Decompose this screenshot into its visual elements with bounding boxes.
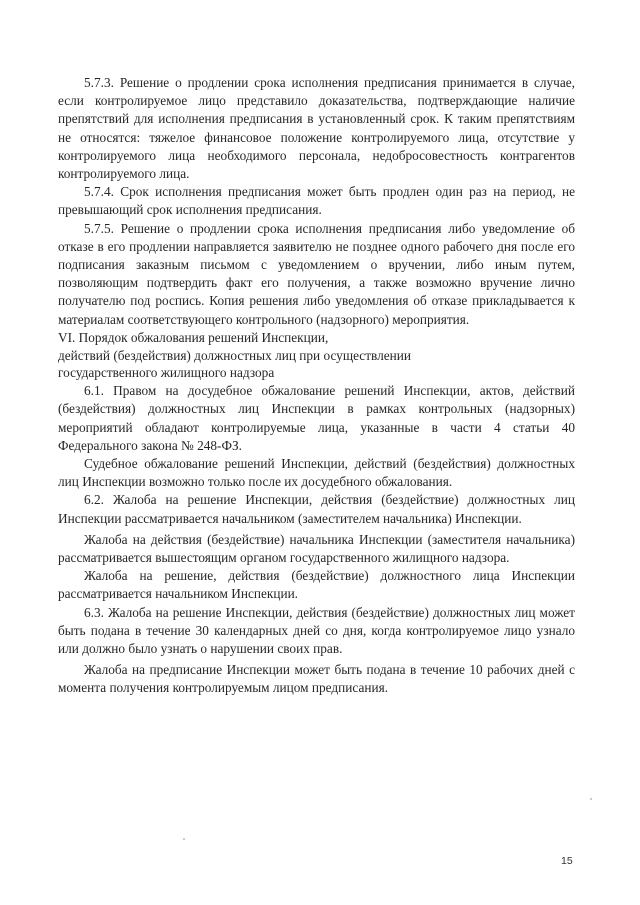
section-title-line-3: государственного жилищного надзора (58, 365, 275, 381)
scan-speck (183, 838, 185, 840)
scan-speck (590, 798, 592, 800)
paragraph-5-7-3: 5.7.3. Решение о продлении срока исполнения предписания принимается в случае, если контролируемое лицо представило доказательства, подтверждающие наличие препятствий для исполнения предписания в установленный срок. К таким препятствиям не относятся: тяжелое финансовое положение контролируемого лица, отсутствие у контролируемого лица необходимого персонала, недобросовестность контрагентов контролируемого лица. (58, 75, 575, 182)
paragraph-6-1: 6.1. Правом на досудебное обжалование решений Инспекции, актов, действий (бездействия) должностных лиц Инспекции в рамках контрольных (надзорных) мероприятий обладают контролируемые лица, указанные в части 4 статьи 40 Федерального закона № 248-ФЗ. (58, 383, 575, 453)
section-title-line-1: VI. Порядок обжалования решений Инспекции, (58, 329, 329, 345)
section-title-line-2: действий (бездействия) должностных лиц при осуществлении (58, 347, 411, 363)
document-body (58, 74, 575, 698)
paragraph-complaint-head: Жалоба на действия (бездействие) начальника Инспекции (заместителя начальника) рассматривается вышестоящим органом государственного жилищного надзора. (58, 531, 575, 566)
paragraph-5-7-4: 5.7.4. Срок исполнения предписания может быть продлен один раз на период, не превышающий срок исполнения предписания. (58, 184, 575, 218)
paragraph-6-2: 6.2. Жалоба на решение Инспекции, действия (бездействие) должностных лиц Инспекции рассматривается начальником (заместителем начальника) Инспекции. (58, 492, 575, 526)
page-number: 15 (561, 855, 573, 867)
paragraph-court-appeal: Судебное обжалование решений Инспекции, действий (бездействия) должностных лиц Инспекции возможно только после их досудебного обжалования. (58, 456, 575, 490)
paragraph-complaint-official: Жалоба на решение, действия (бездействие) должностного лица Инспекции рассматривается начальником Инспекции. (58, 568, 575, 602)
paragraph-5-7-5: 5.7.5. Решение о продлении срока исполнения предписания либо уведомление об отказе в его продлении направляется заявителю не позднее одного рабочего дня после его подписания заказным письмом с уведомлением о вручении, либо иным путем, позволяющим подтвердить факт его получения, а также возможно вручение лично получателю под роспись. Копия решения либо уведомления об отказе прикладывается к материалам соответствующего контрольного (надзорного) мероприятия. (58, 220, 575, 327)
section-title (58, 329, 575, 382)
paragraph-6-3: 6.3. Жалоба на решение Инспекции, действия (бездействие) должностных лиц может быть подана в течение 30 календарных дней со дня, когда контролируемое лицо узнало или должно было узнать о нарушении своих прав. (58, 604, 575, 657)
paragraph-complaint-prescription: Жалоба на предписание Инспекции может быть подана в течение 10 рабочих дней с момента получения контролируемым лицом предписания. (58, 662, 575, 696)
